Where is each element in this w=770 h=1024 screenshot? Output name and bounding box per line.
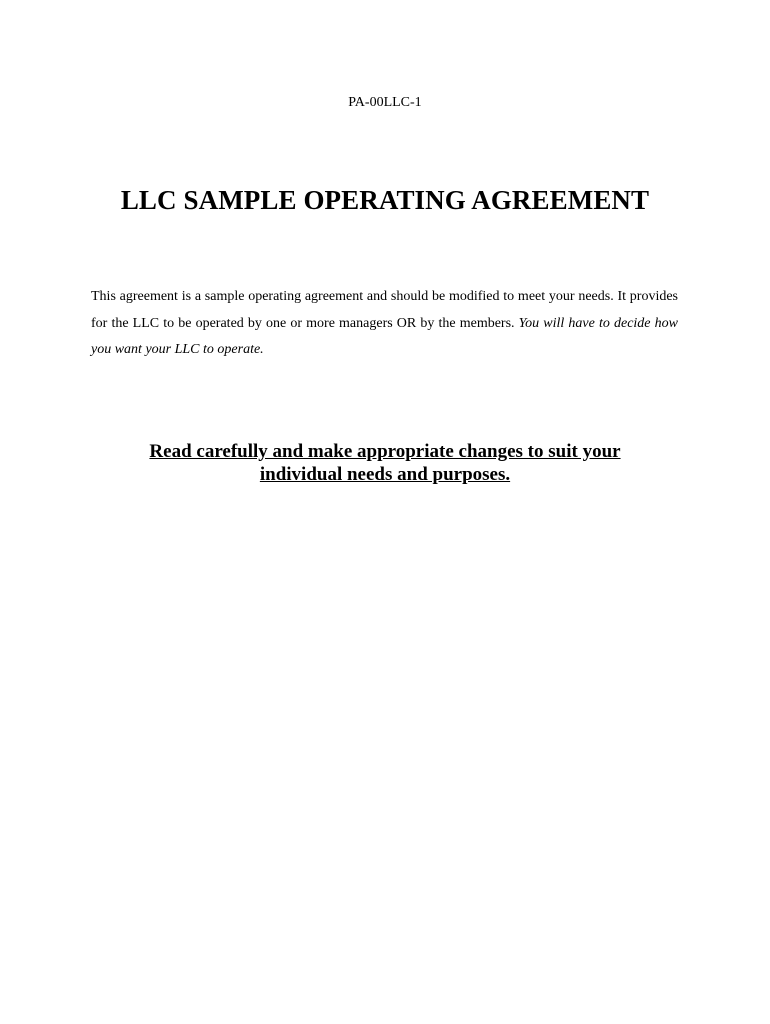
intro-italic-text: You will have to decide how you want your LLC to operate. (91, 315, 678, 357)
intro-text: This agreement is a sample operating agreement and should be modified to meet your needs. It provides for the LLC to be operated by one or more managers OR by the members. (91, 289, 678, 331)
document-title: LLC SAMPLE OPERATING AGREEMENT (120, 185, 650, 215)
notice-heading: Read carefully and make appropriate changes to suit your individual needs and purposes. (149, 441, 621, 485)
document-code: PA-00LLC-1 (348, 95, 422, 110)
intro-paragraph (91, 284, 678, 364)
